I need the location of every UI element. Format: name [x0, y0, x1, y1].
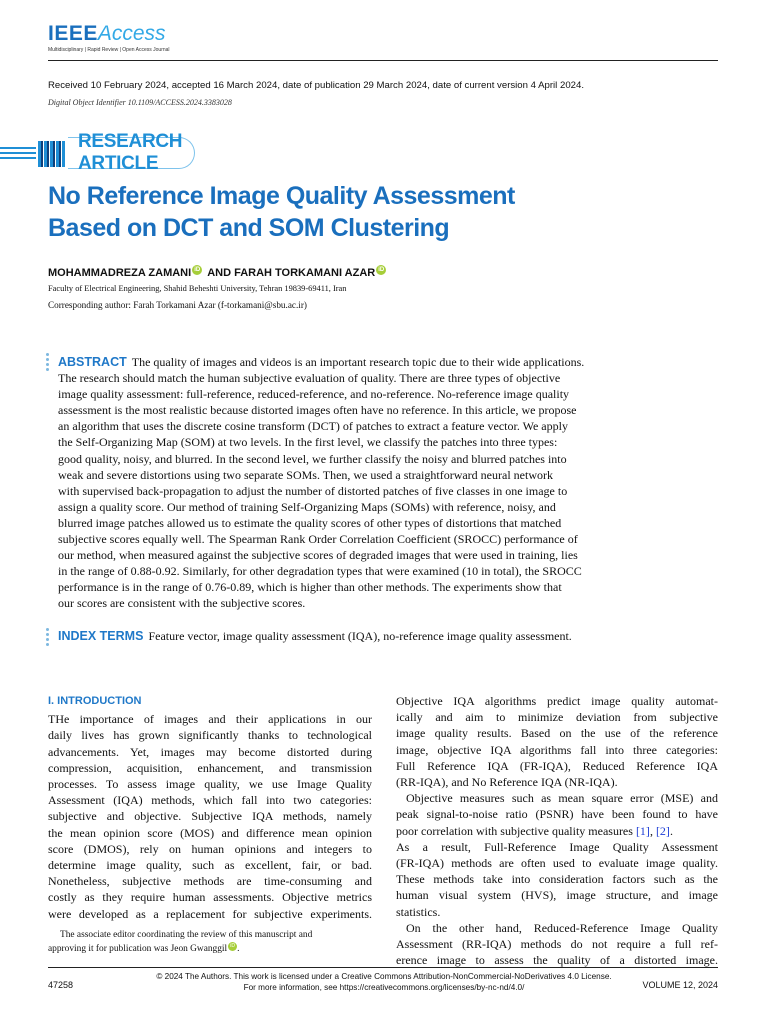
page-number: 47258 [48, 980, 74, 990]
body-line: Nonetheless, subjective methods are time-consuming and [48, 874, 372, 889]
citation-end: . [669, 823, 673, 838]
body-line: ically and aim to minimize deviation from subjective [396, 710, 718, 725]
body-line: daily lives has grown significantly thanks to technological [48, 728, 372, 743]
index-terms [58, 629, 572, 644]
article-type-label: RESEARCH ARTICLE [78, 131, 183, 174]
editor-footnote [48, 928, 372, 956]
body-line: Objective IQA algorithms predict image quality automat- [396, 694, 718, 708]
body-text: poor correlation with subjective quality measures [396, 823, 636, 838]
abstract-line: assessment is the most realistic because distorted images often have no reference. In this article, we propose [58, 403, 577, 418]
footnote-line-wrapper: approving it for publication was Jeon Gwanggil iD . [48, 943, 240, 955]
body-line: the mean opinion score (MOS) and difference mean opinion [48, 825, 372, 840]
abstract-line: good quality, noisy, and blurred. In the second level, we further classify the noisy and blurred patches into [58, 451, 567, 466]
footer-rule [48, 967, 718, 968]
body-line: erence image to assess the quality of a distorted image. [396, 953, 718, 968]
orcid-icon[interactable]: iD [194, 267, 201, 273]
body-line: Objective measures such as mean square error (MSE) and [406, 791, 718, 806]
body-line: costly as they require human assessments. Objective metrics [48, 890, 372, 905]
logo-main-text: IEEE [48, 22, 98, 45]
abstract-keyword: ABSTRACT [58, 355, 127, 369]
body-line: determine image quality, such as excellent, fair, or bad. [48, 858, 372, 873]
body-column-left [48, 693, 372, 922]
body-line: were developed as a replacement for subjective experiments. [48, 906, 372, 921]
abstract-line: our method, when measured against the subjective scores of degraded images that were used in training, lies [58, 548, 578, 563]
author-connector: AND FARAH TORKAMANI AZAR [207, 267, 376, 279]
body-line: On the other hand, Reduced-Reference Image Quality [406, 920, 718, 935]
body-line: peak signal-to-noise ratio (PSNR) have been found to have [396, 807, 718, 822]
logo-accent-text: Access [97, 22, 166, 45]
body-line: (FR-IQA) methods are often used to evaluate image quality. [396, 856, 718, 871]
body-line-with-citations [396, 823, 718, 839]
index-terms-keyword: INDEX TERMS [58, 629, 144, 643]
abstract-line: The research should match the human subjective evaluation of quality. There are three types of objective [58, 371, 561, 386]
volume-label: VOLUME 12, 2024 [642, 980, 718, 990]
title-line-1: No Reference Image Quality Assessment [48, 182, 515, 210]
abstract-line: subjective scores equally well. The Spearman Rank Order Correlation Coefficient (SROCC) performance of [58, 532, 578, 547]
license-url[interactable]: For more information, see https://creativecommons.org/licenses/by-nc-nd/4.0/ [243, 983, 525, 992]
body-line: processes. To assess image quality, we use Image Quality [48, 777, 372, 792]
body-line: compression, acquisition, enhancement, and transmission [48, 760, 372, 775]
index-terms-text: Feature vector, image quality assessment (IQA), no-reference image quality assessment. [148, 629, 572, 643]
body-line: Assessment (RR-IQA) methods do not require a full ref- [396, 937, 718, 952]
abstract-line: The quality of images and videos is an important research topic due to their wide applications. [131, 355, 585, 369]
abstract-line: weak and severe distortions using two separate SOMs. Then, we used a straightforward neural network [58, 467, 553, 482]
body-column-right [396, 693, 718, 968]
abstract-line: image quality assessment: full-reference, reduced-reference, and no-reference. No-reference image quality [58, 387, 570, 402]
body-line: human visual system (HVS), image structure, and image [396, 888, 718, 903]
abstract-line: our scores are consistent with the subjective scores. [58, 596, 306, 611]
abstract-line: in the range of 0.88-0.92. Similarly, for other degradation types that were examined (10 in total), the SROCC [58, 564, 582, 579]
orcid-icon[interactable]: iD [378, 267, 385, 273]
index-terms-marker-icon [46, 628, 50, 648]
banner-stripes-icon [0, 139, 70, 169]
doi: Digital Object Identifier 10.1109/ACCESS.2024.3383028 [48, 98, 232, 107]
body-line: image, objective IQA algorithms fall into three categories: [396, 742, 718, 757]
abstract-line: performance is in the range of 0.76-0.89, which is higher than other methods. The experiments show that [58, 580, 562, 595]
title-line-2: Based on DCT and SOM Clustering [48, 214, 450, 242]
citation-link[interactable]: [1] [635, 823, 650, 838]
abstract-line: blurred image patches allowed us to estimate the quality scores of other types of distortions that matched [58, 515, 562, 530]
body-line: Assessment (IQA) methods, which fall into two categories: [48, 793, 372, 808]
journal-logo [48, 22, 170, 53]
abstract-marker-icon [46, 353, 50, 373]
orcid-icon[interactable]: iD [228, 942, 237, 951]
footnote-line: approving it for publication was Jeon Gwanggil [48, 944, 228, 955]
author-1-name: MOHAMMADREZA ZAMANI [48, 267, 192, 279]
body-line: THe importance of images and their applications in our [48, 712, 372, 727]
body-line: (RR-IQA), and No Reference IQA (NR-IQA). [396, 775, 618, 790]
body-line: As a result, Full-Reference Image Quality Assessment [396, 839, 718, 854]
affiliation: Faculty of Electrical Engineering, Shahid Beheshti University, Tehran 19839-69411, Iran [48, 284, 347, 293]
corresponding-author: Corresponding author: Farah Torkamani Azar (f-torkamani@sbu.ac.ir) [48, 300, 307, 310]
body-line: statistics. [396, 904, 441, 919]
logo-tagline: Multidisciplinary | Rapid Review | Open Access Journal [48, 47, 170, 53]
abstract [58, 354, 730, 612]
abstract-line: an algorithm that uses the discrete cosine transform (DCT) of patches to extract a feature vector. We apply [58, 419, 568, 434]
body-line: Full Reference IQA (FR-IQA), Reduced Reference IQA [396, 758, 718, 773]
received-dates: Received 10 February 2024, accepted 16 March 2024, date of publication 29 March 2024, date of current version 4 April 2024. [48, 80, 584, 91]
body-line: advancements. Yet, images may become distorted during [48, 744, 372, 759]
abstract-line: with supervised back-propagation to adjust the number of distorted patches of five classes in one image to [58, 483, 568, 498]
paper-title [48, 180, 688, 244]
citation-link[interactable]: [2] [655, 823, 670, 838]
body-line: score (DMOS), rely on human opinions and integers to [48, 841, 372, 856]
body-line: subjective and objective. Subjective IQA methods, namely [48, 809, 372, 824]
section-heading: I. INTRODUCTION [48, 695, 142, 707]
license-notice: © 2024 The Authors. This work is licensed under a Creative Commons Attribution-NonCommercial-NoDerivatives 4.0 License. [156, 972, 612, 981]
footnote-line: The associate editor coordinating the review of this manuscript and [60, 930, 313, 940]
abstract-line: the Self-Organizing Map (SOM) at two levels. In the first level, we classify the patches into three types: [58, 435, 558, 450]
body-line: image quality results. Based on the use of the reference [396, 726, 718, 741]
author-list [48, 265, 388, 281]
body-line: These methods take into consideration factors such as the [396, 872, 718, 887]
citation-separator: , [649, 823, 656, 838]
header-rule [48, 60, 718, 61]
abstract-line: assign a quality score. Our method of training Self-Organizing Maps (SOMs) with reference, noisy, and [58, 499, 556, 514]
